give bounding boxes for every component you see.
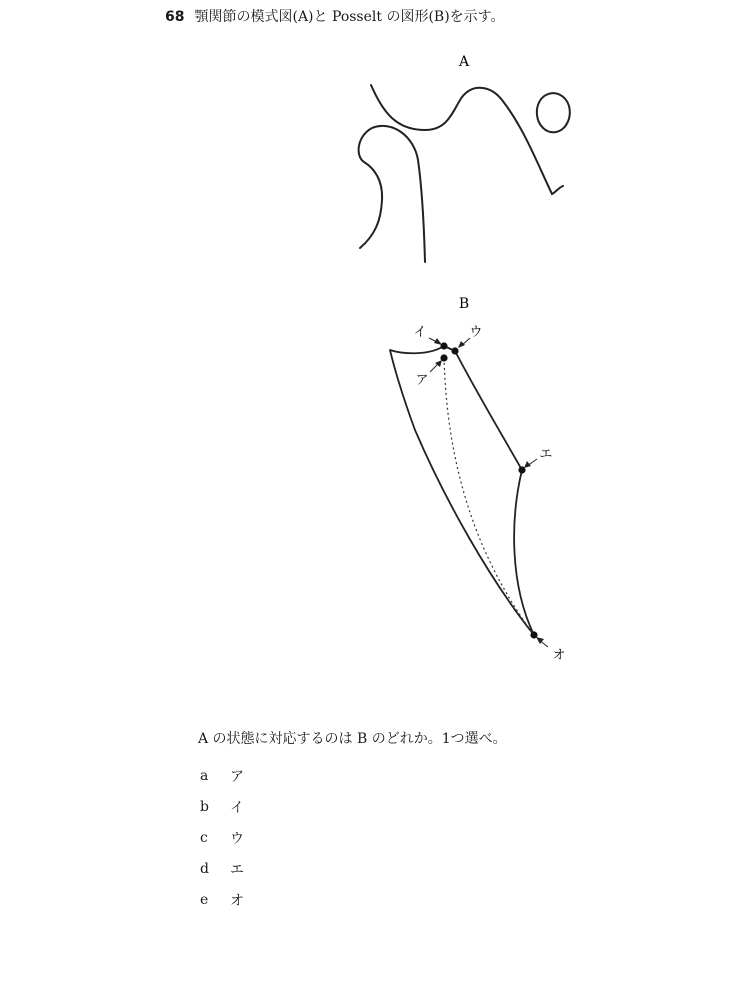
figure-a-label: A [458,54,470,70]
point-u-dot [451,347,458,354]
articular-eminence-outline [537,93,570,132]
arrow-u [458,338,470,348]
choice-d[interactable] [200,853,244,884]
point-e-label: エ [539,447,553,462]
mandibular-condyle-outline [359,126,425,262]
choice-text: イ [230,799,244,816]
figure-a [359,54,570,262]
figure-b-label: B [458,296,470,312]
arrow-a [430,360,442,372]
glenoid-fossa-outline [371,85,563,194]
choice-letter: a [200,767,209,784]
arrow-o [536,637,548,647]
choice-b[interactable] [200,791,244,822]
choice-e[interactable] [200,884,244,915]
arrow-e [524,459,537,468]
point-o-label: オ [552,648,566,663]
question-prompt: A の状態に対応するのは B のどれか。1つ選べ。 [198,731,507,747]
choice-letter: c [200,829,208,846]
posselt-outline [390,346,534,635]
choice-a[interactable] [200,760,244,791]
answer-choices [200,760,244,915]
point-i-dot [440,342,447,349]
choice-letter: d [200,860,209,877]
choice-text: ウ [230,830,244,847]
choice-letter: b [200,798,209,815]
question-number: 68 [165,9,185,25]
point-a-label: ア [415,373,429,388]
choice-text: エ [230,861,244,878]
choice-text: ア [230,768,244,785]
arrow-i [429,338,442,345]
figure-b [390,296,566,663]
question-title: 顎関節の模式図(A)と Posselt の図形(B)を示す。 [194,9,505,25]
choice-text: オ [230,892,244,909]
choice-c[interactable] [200,822,244,853]
point-u-label: ウ [469,325,483,340]
point-i-label: イ [413,325,427,340]
choice-letter: e [200,891,209,908]
